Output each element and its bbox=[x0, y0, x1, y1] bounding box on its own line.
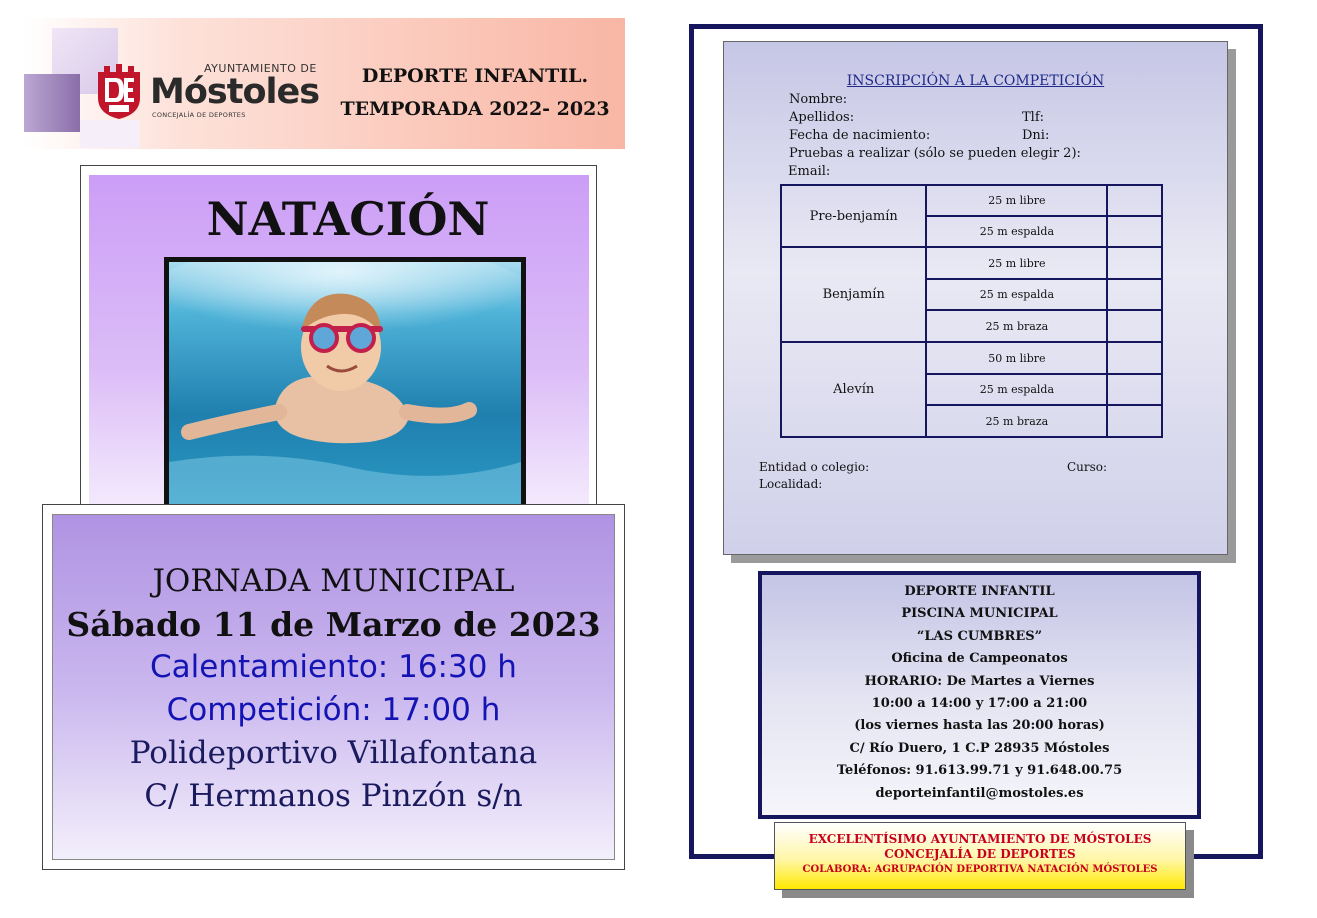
competition-time: Competición: 17:00 h bbox=[166, 692, 501, 728]
events-table bbox=[780, 184, 1163, 438]
warmup-time: Calentamiento: 16:30 h bbox=[150, 649, 517, 685]
nombre-field-label: Nombre: bbox=[789, 92, 848, 107]
jornada-details bbox=[52, 560, 615, 818]
info-line: HORARIO: De Martes a Viernes bbox=[864, 673, 1095, 689]
event-cell: 25 m espalda bbox=[926, 216, 1107, 247]
table-row bbox=[781, 185, 1162, 216]
event-cell: 50 m libre bbox=[926, 342, 1107, 374]
event-checkbox[interactable] bbox=[1107, 374, 1162, 405]
event-checkbox[interactable] bbox=[1107, 310, 1162, 342]
info-line: C/ Río Duero, 1 C.P 28935 Móstoles bbox=[849, 740, 1110, 756]
event-cell: 25 m espalda bbox=[926, 279, 1107, 310]
decorative-square bbox=[80, 120, 140, 148]
tlf-field-label: Tlf: bbox=[1022, 110, 1045, 125]
logo-subtitle: CONCEJALÍA DE DEPORTES bbox=[152, 111, 246, 119]
event-checkbox[interactable] bbox=[1107, 185, 1162, 216]
info-line: Oficina de Campeonatos bbox=[891, 651, 1068, 667]
table-row bbox=[781, 247, 1162, 279]
apellidos-field-label: Apellidos: bbox=[789, 110, 855, 125]
event-cell: 25 m braza bbox=[926, 405, 1107, 437]
email-field-label: Email: bbox=[788, 164, 831, 179]
info-line: Teléfonos: 91.613.99.71 y 91.648.00.75 bbox=[836, 763, 1123, 779]
swimmer-illustration bbox=[169, 262, 521, 516]
curso-field-label: Curso: bbox=[1067, 460, 1108, 474]
natacion-title: NATACIÓN bbox=[206, 192, 490, 246]
footer-credits bbox=[774, 832, 1186, 878]
header-title-line: DEPORTE INFANTIL. bbox=[361, 65, 589, 87]
info-line: DEPORTE INFANTIL bbox=[904, 584, 1055, 599]
dni-field-label: Dni: bbox=[1022, 128, 1050, 143]
venue-name: Polideportivo Villafontana bbox=[129, 735, 538, 771]
info-line: (los viernes hasta las 20:00 horas) bbox=[854, 718, 1105, 734]
mostoles-logo bbox=[94, 60, 326, 122]
jornada-date: Sábado 11 de Marzo de 2023 bbox=[66, 605, 601, 644]
localidad-field-label: Localidad: bbox=[759, 477, 823, 491]
event-checkbox[interactable] bbox=[1107, 216, 1162, 247]
info-email[interactable]: deporteinfantil@mostoles.es bbox=[875, 785, 1084, 801]
jornada-heading: JORNADA MUNICIPAL bbox=[152, 563, 515, 599]
logo-top-text: AYUNTAMIENTO DE bbox=[204, 62, 317, 75]
header-title bbox=[330, 60, 620, 126]
header-title-line: TEMPORADA 2022- 2023 bbox=[340, 98, 610, 120]
event-checkbox[interactable] bbox=[1107, 342, 1162, 374]
footer-line: COLABORA: AGRUPACIÓN DEPORTIVA NATACIÓN MÓSTOLES bbox=[802, 864, 1158, 875]
info-line: PISCINA MUNICIPAL bbox=[901, 606, 1058, 622]
form-title: INSCRIPCIÓN A LA COMPETICIÓN bbox=[846, 73, 1105, 89]
table-row bbox=[781, 342, 1162, 374]
footer-line: CONCEJALÍA DE DEPORTES bbox=[884, 847, 1076, 861]
event-checkbox[interactable] bbox=[1107, 405, 1162, 437]
event-checkbox[interactable] bbox=[1107, 247, 1162, 279]
logo-wordmark: Móstoles bbox=[150, 72, 320, 112]
event-cell: 25 m libre bbox=[926, 185, 1107, 216]
event-cell: 25 m libre bbox=[926, 247, 1107, 279]
mostoles-emblem-icon bbox=[94, 64, 144, 120]
event-checkbox[interactable] bbox=[1107, 279, 1162, 310]
info-line: “LAS CUMBRES” bbox=[916, 628, 1043, 644]
footer-line: EXCELENTÍSIMO AYUNTAMIENTO DE MÓSTOLES bbox=[808, 832, 1152, 846]
pruebas-label: Pruebas a realizar (sólo se pueden elegir 2): bbox=[789, 146, 1081, 161]
decorative-square bbox=[24, 74, 80, 132]
swimmer-photo bbox=[164, 257, 526, 521]
category-cell: Pre-benjamín bbox=[781, 185, 926, 247]
entidad-field-label: Entidad o colegio: bbox=[759, 460, 870, 474]
category-cell: Benjamín bbox=[781, 247, 926, 342]
venue-address: C/ Hermanos Pinzón s/n bbox=[144, 778, 523, 814]
fecha-nacimiento-label: Fecha de nacimiento: bbox=[789, 128, 931, 143]
info-line: 10:00 a 14:00 y 17:00 a 21:00 bbox=[871, 695, 1088, 711]
event-cell: 25 m espalda bbox=[926, 374, 1107, 405]
event-cell: 25 m braza bbox=[926, 310, 1107, 342]
category-cell: Alevín bbox=[781, 342, 926, 437]
info-lines bbox=[758, 581, 1201, 805]
